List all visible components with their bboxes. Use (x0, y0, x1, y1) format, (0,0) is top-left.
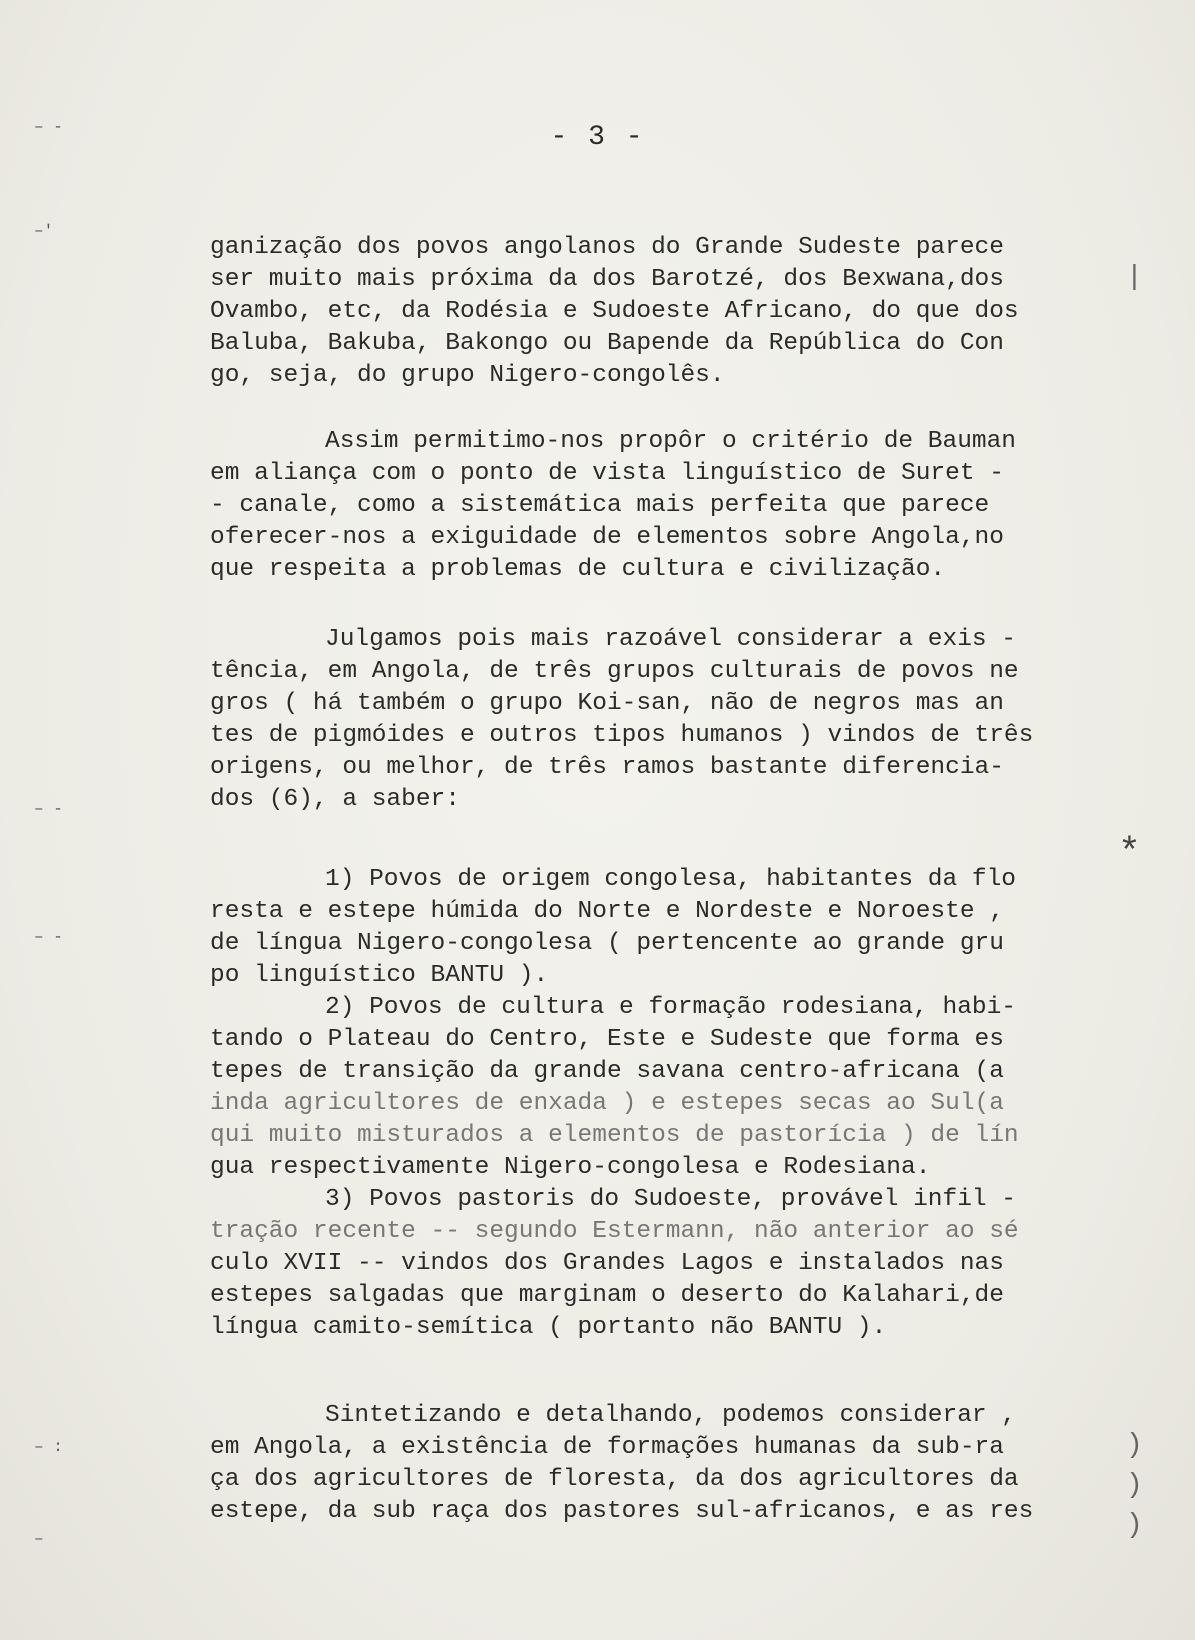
text-line: resta e estepe húmida do Norte e Nordeste e Noroeste , (210, 898, 1004, 925)
text-line: 1) Povos de origem congolesa, habitantes da flo (325, 866, 1017, 893)
text-line: ça dos agricultores de floresta, da dos agricultores da (210, 1466, 1019, 1493)
margin-bracket-mark: | (1126, 262, 1143, 293)
margin-bracket-mark: ) (1126, 1470, 1143, 1501)
text-line: estepes salgadas que marginam o deserto do Kalahari,de (210, 1282, 1004, 1309)
text-line: Julgamos pois mais razoável considerar a exis - (325, 626, 1017, 653)
text-line: gros ( há também o grupo Koi-san, não de negros mas an (210, 690, 1004, 717)
margin-dash-mark: –ʹ (34, 222, 54, 240)
margin-bracket-mark: ) (1126, 1430, 1143, 1461)
text-line: Sintetizando e detalhando, podemos considerar , (325, 1402, 1017, 1429)
text-line: qui muito misturados a elementos de pastorícia ) de lín (210, 1122, 1019, 1149)
text-line: estepe, da sub raça dos pastores sul-africanos, e as res (210, 1498, 1034, 1525)
margin-dash-mark: – - (34, 800, 63, 818)
text-line: dos (6), a saber: (210, 786, 460, 813)
text-line: gua respectivamente Nigero-congolesa e Rodesiana. (210, 1154, 931, 1181)
margin-bracket-mark: ) (1126, 1510, 1143, 1541)
paragraph-5 (210, 1400, 1115, 1528)
text-line: tepes de transição da grande savana centro-africana (a (210, 1058, 1004, 1085)
text-line: culo XVII -- vindos dos Grandes Lagos e instalados nas (210, 1250, 1004, 1277)
text-line: go, seja, do grupo Nigero-congolês. (210, 362, 725, 389)
text-line: 2) Povos de cultura e formação rodesiana, habi- (325, 994, 1017, 1021)
text-line: tração recente -- segundo Estermann, não anterior ao sé (210, 1218, 1019, 1245)
margin-dash-mark: – - (34, 118, 63, 136)
text-line: ganização dos povos angolanos do Grande Sudeste parece (210, 234, 1004, 261)
text-line: Ovambo, etc, da Rodésia e Sudoeste Africano, do que dos (210, 298, 1019, 325)
margin-dash-mark: – : (34, 1438, 63, 1456)
paragraph-4-list (210, 864, 1115, 1344)
text-line: inda agricultores de enxada ) e estepes secas ao Sul(a (210, 1090, 1004, 1117)
text-line: tência, em Angola, de três grupos culturais de povos ne (210, 658, 1019, 685)
paragraph-3 (210, 624, 1115, 816)
text-line: origens, ou melhor, de três ramos bastante diferencia- (210, 754, 1004, 781)
text-line: oferecer-nos a exiguidade de elementos sobre Angola,no (210, 524, 1004, 551)
paragraph-1 (210, 232, 1115, 392)
page-number: - 3 - (550, 122, 645, 153)
margin-asterisk: * (1118, 832, 1141, 875)
text-line: ser muito mais próxima da dos Barotzé, dos Bexwana,dos (210, 266, 1004, 293)
text-line: tando o Plateau do Centro, Este e Sudeste que forma es (210, 1026, 1004, 1053)
text-line: em Angola, a existência de formações humanas da sub-ra (210, 1434, 1004, 1461)
text-line: de língua Nigero-congolesa ( pertencente ao grande gru (210, 930, 1004, 957)
margin-dash-mark: – - (34, 928, 63, 946)
text-line: 3) Povos pastoris do Sudoeste, provável infil - (325, 1186, 1017, 1213)
paragraph-2 (210, 426, 1115, 586)
text-line: Assim permitimo-nos propôr o critério de Bauman (325, 428, 1017, 455)
text-line: em aliança com o ponto de vista linguístico de Suret - (210, 460, 1004, 487)
margin-dash-mark: – (34, 1530, 44, 1548)
text-line: Baluba, Bakuba, Bakongo ou Bapende da República do Con (210, 330, 1004, 357)
text-line: que respeita a problemas de cultura e civilização. (210, 556, 946, 583)
text-line: tes de pigmóides e outros tipos humanos ) vindos de três (210, 722, 1034, 749)
text-line: língua camito-semítica ( portanto não BANTU ). (210, 1314, 887, 1341)
text-line: po linguístico BANTU ). (210, 962, 549, 989)
text-line: - canale, como a sistemática mais perfeita que parece (210, 492, 990, 519)
